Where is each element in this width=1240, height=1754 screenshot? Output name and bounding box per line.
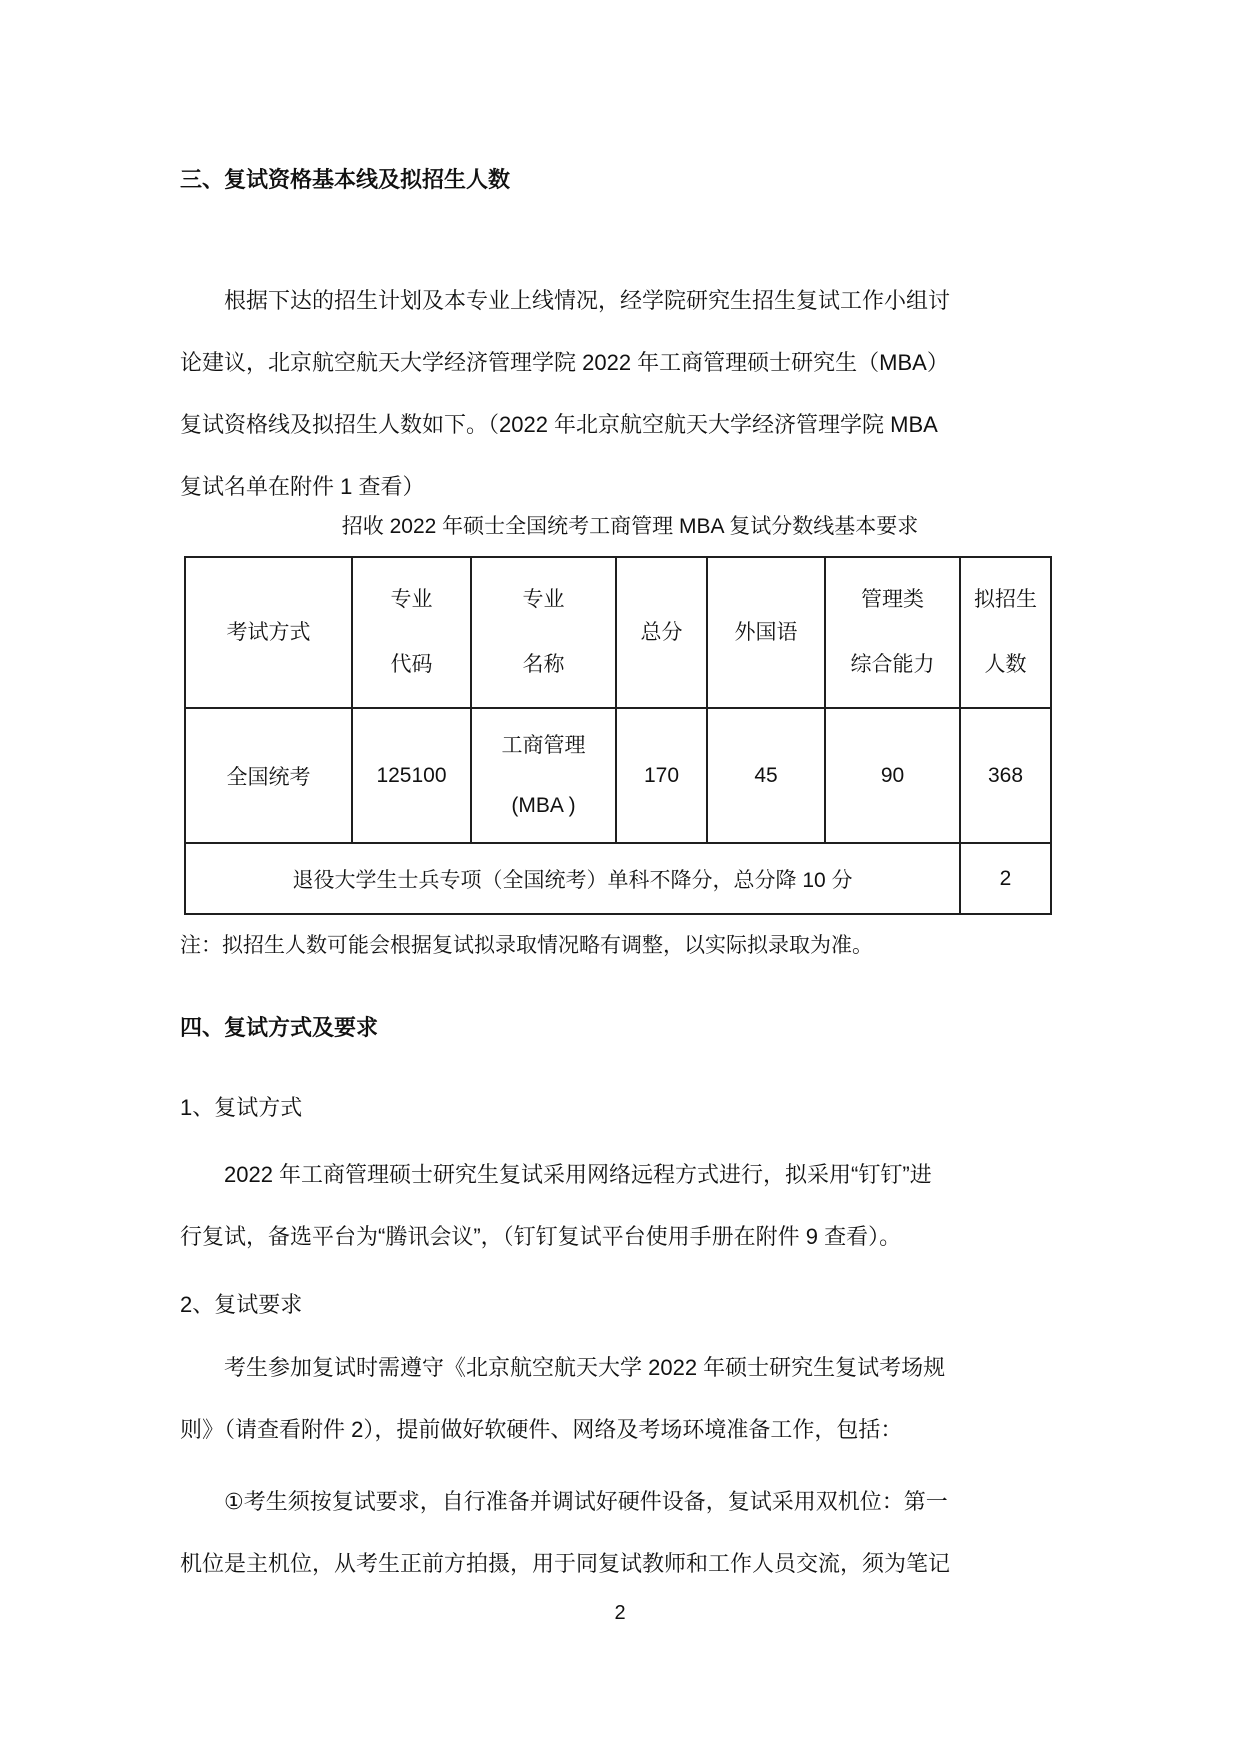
section-four-heading: 四、复试方式及要求 <box>180 1015 379 1040</box>
cell-veteran-enrollment: 2 <box>960 843 1051 914</box>
page-number: 2 <box>614 1602 626 1624</box>
score-table-wrapper <box>184 556 1052 915</box>
header-exam-type: 考试方式 <box>185 557 352 708</box>
table-title: 招收 2022 年硕士全国统考工商管理 MBA 复试分数线基本要求 <box>341 515 919 538</box>
score-table <box>184 556 1052 915</box>
header-total-score: 总分 <box>616 557 707 708</box>
cell-planned-enrollment: 368 <box>960 708 1051 843</box>
cell-major-code: 125100 <box>352 708 471 843</box>
cell-major-name: 工商管理 (MBA ) <box>471 708 616 843</box>
intro-line: 复试资格线及拟招生人数如下。（2022 年北京航空航天大学经济管理学院 MBA <box>180 412 938 437</box>
section-three-heading: 三、复试资格基本线及拟招生人数 <box>180 167 511 192</box>
intro-paragraph <box>180 270 1080 518</box>
subsection-one-paragraph <box>180 1144 1080 1268</box>
header-major-code: 专业 代码 <box>352 557 471 708</box>
subsection-two-heading: 2、复试要求 <box>180 1292 303 1317</box>
paragraph-line: 考生参加复试时需遵守《北京航空航天大学 2022 年硕士研究生复试考场规 <box>224 1355 946 1380</box>
paragraph-line: 2022 年工商管理硕士研究生复试采用网络远程方式进行，拟采用“钉钉”进 <box>224 1162 932 1187</box>
header-management-comprehensive: 管理类 综合能力 <box>825 557 960 708</box>
header-major-name: 专业 名称 <box>471 557 616 708</box>
paragraph-line: 行复试，备选平台为“腾讯会议”，（钉钉复试平台使用手册在附件 9 查看）。 <box>180 1224 902 1249</box>
cell-veteran-description: 退役大学生士兵专项（全国统考）单科不降分，总分降 10 分 <box>185 843 960 914</box>
header-planned-enrollment: 拟招生 人数 <box>960 557 1051 708</box>
table-header-row <box>185 557 1051 708</box>
intro-line: 复试名单在附件 1 查看） <box>180 474 425 499</box>
table-row-veteran <box>185 843 1051 914</box>
subsection-two-paragraph <box>180 1337 1080 1461</box>
requirement-item-paragraph <box>180 1471 1080 1595</box>
intro-line: 论建议，北京航空航天大学经济管理学院 2022 年工商管理硕士研究生（MBA） <box>180 350 949 375</box>
header-foreign-language: 外国语 <box>707 557 825 708</box>
intro-line: 根据下达的招生计划及本专业上线情况，经学院研究生招生复试工作小组讨 <box>224 288 951 313</box>
paragraph-line: 则》（请查看附件 2），提前做好软硬件、网络及考场环境准备工作，包括： <box>180 1417 903 1442</box>
table-note: 注：拟招生人数可能会根据复试拟录取情况略有调整，以实际拟录取为准。 <box>180 934 873 957</box>
cell-foreign-language: 45 <box>707 708 825 843</box>
cell-total-score: 170 <box>616 708 707 843</box>
paragraph-line: ①考生须按复试要求，自行准备并调试好硬件设备，复试采用双机位：第一 <box>224 1489 948 1514</box>
table-row-national <box>185 708 1051 843</box>
subsection-one-heading: 1、复试方式 <box>180 1095 303 1120</box>
paragraph-line: 机位是主机位，从考生正前方拍摄，用于同复试教师和工作人员交流，须为笔记 <box>180 1551 951 1576</box>
cell-management-comprehensive: 90 <box>825 708 960 843</box>
cell-exam-type: 全国统考 <box>185 708 352 843</box>
